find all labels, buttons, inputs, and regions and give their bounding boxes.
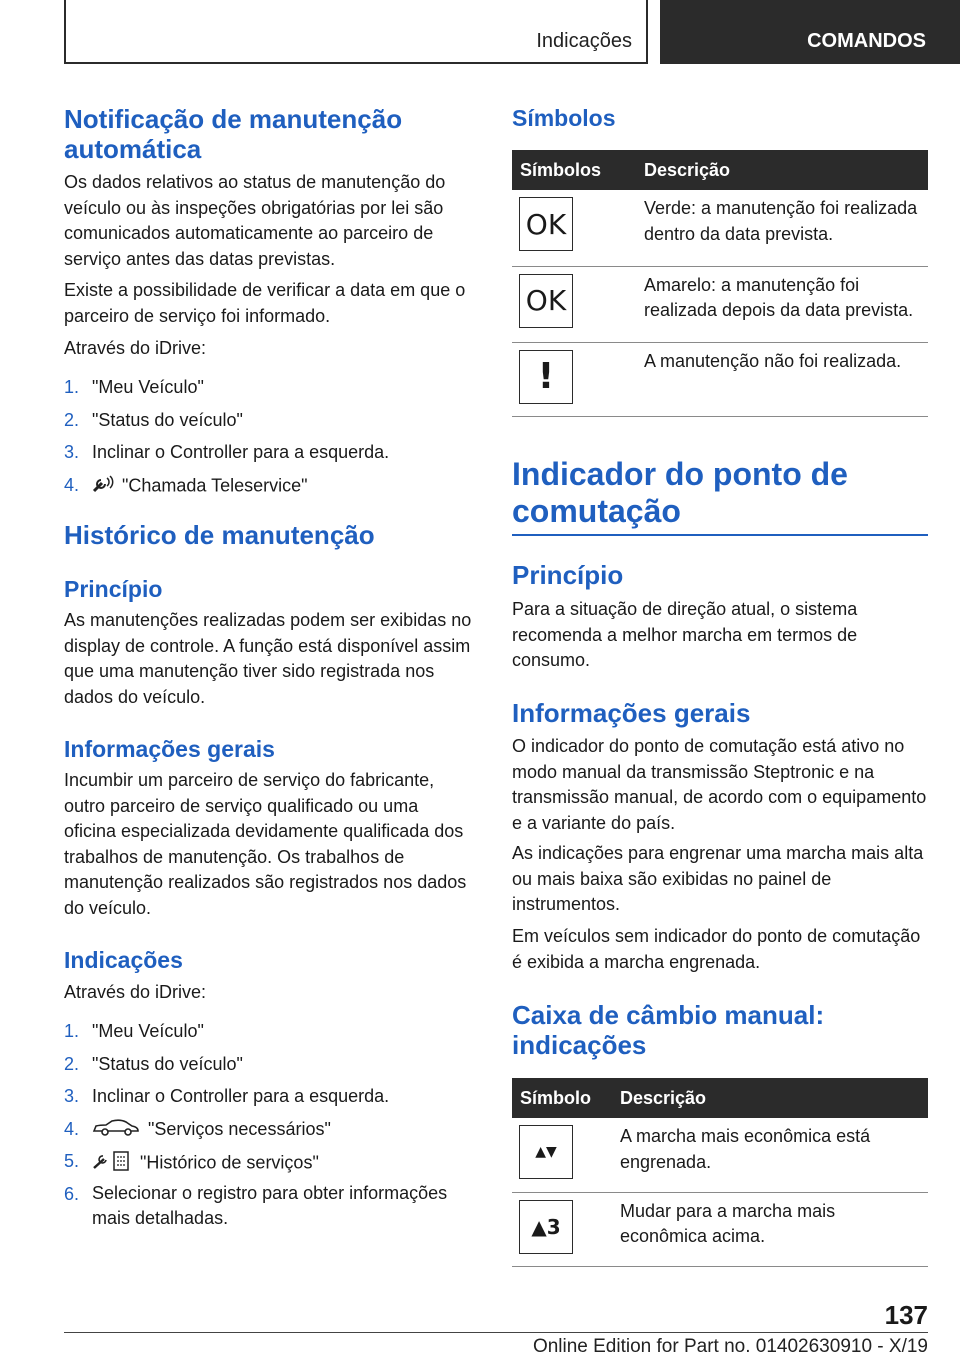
step-text: "Meu Veículo" [92,377,204,397]
shift-general-p3: Em veículos sem indicador do ponto de comutação é exibida a marcha engrenada. [512,926,921,972]
auto-maintenance-p2: Existe a possibilidade de verificar a data em que o parceiro de serviço foi informado. [64,280,466,326]
step-number: 1. [64,1021,80,1041]
list-item [64,441,474,474]
step-number: 2. [64,1053,80,1074]
step-text: Selecionar o registro para obter informações mais detalhadas. [92,1182,448,1228]
wrench-signal-icon [92,474,114,499]
shift-general-p2: As indicações para engrenar uma marcha mais alta ou mais baixa são exibidas no painel de instrumentos. [512,843,924,914]
step-text: "Status do veículo" [92,1053,243,1074]
step-number: 3. [64,442,80,462]
symbol-description: Mudar para a marcha mais econômica acima. [612,1192,928,1266]
page-number: 137 [884,1300,928,1330]
auto-maintenance-p1: Os dados relativos ao status de manutenção do veículo ou às inspeções obrigatórias por lei são comunicados automaticamente ao parceiro de serviço antes das datas previstas. [64,172,446,269]
list-item [64,1150,474,1183]
list-item [64,376,474,409]
step-text: "Chamada Teleservice" [122,474,308,495]
service-history-icon [92,1150,132,1177]
step-text: "Meu Veículo" [92,1021,204,1041]
chapter-title: COMANDOS [807,30,926,52]
step-number: 2. [64,409,80,430]
column-header: Símbolo [512,1078,612,1118]
auto-maintenance-title: Notificação de manutenção automática [64,104,403,164]
column-header: Símbolos [512,150,636,190]
step-text: "Serviços necessários" [148,1118,331,1139]
step-text: Inclinar o Controller para a esquerda. [92,442,390,462]
symbol-description: A manutenção não foi realizada. [636,342,928,416]
title-rule [512,534,928,536]
shift-up-3-icon: ▲3 [519,1200,573,1254]
shift-principle-title: Princípio [512,560,624,590]
ok-yellow-icon: OK [519,274,573,328]
auto-maintenance-p3: Através do iDrive: [64,338,207,358]
gear-engaged-icon: ▲▼ [519,1125,573,1179]
history-general-text: Incumbir um parceiro de serviço do fabricante, outro parceiro de serviço qualificado ou uma oficina especializada devidamente qualificada dos trabalhos de manutenção. Os trabalhos de manutenção realizados são registrados nos dados do veículo. [64,770,467,918]
edition-footer: Online Edition for Part no. 01402630910 - X/19 [532,1336,928,1357]
table-row [512,1192,928,1266]
section-title: Indicações [536,30,632,52]
gear-symbols-table [512,1078,928,1267]
step-number: 1. [64,377,80,397]
indications-text: Através do iDrive: [64,982,207,1002]
table-row [512,342,928,416]
table-header-row [512,1078,928,1118]
shift-general-title: Informações gerais [512,698,751,728]
list-item [64,1053,474,1086]
step-text: Inclinar o Controller para a esquerda. [92,1086,390,1106]
page-header [0,0,960,66]
history-steps [64,1020,474,1241]
symbol-description: Verde: a manutenção foi realizada dentro da data prevista. [636,190,928,266]
shift-principle-text: Para a situação de direção atual, o sistema recomenda a melhor marcha em termos de consumo. [512,599,858,670]
table-header-row [512,150,928,190]
list-item [64,474,474,507]
symbol-description: A marcha mais econômica está engrenada. [612,1118,928,1192]
symbols-table [512,150,928,417]
auto-maintenance-steps [64,376,474,506]
symbol-description: Amarelo: a manutenção foi realizada depois da data prevista. [636,266,928,342]
history-title: Histórico de manutenção [64,520,375,550]
history-general-title: Informações gerais [64,736,275,762]
indications-title: Indicações [64,947,183,973]
list-item [64,1183,474,1241]
history-principle-title: Princípio [64,576,163,602]
exclamation-icon: ! [519,350,573,404]
step-number: 3. [64,1086,80,1106]
table-row [512,190,928,266]
footer-rule [64,1332,928,1333]
manual-gearbox-title: Caixa de câmbio manual: indicações [512,1000,825,1060]
step-number: 4. [64,1118,80,1139]
table-row [512,266,928,342]
column-header: Descrição [636,150,928,190]
step-text: "Status do veículo" [92,409,243,430]
history-principle-text: As manutenções realizadas podem ser exibidas no display de controle. A função está disponível assim que uma manutenção tiver sido registrada nos dados do veículo. [64,610,472,707]
table-row [512,1118,928,1192]
chapter-tab [660,0,960,64]
column-header: Descrição [612,1078,928,1118]
list-item [64,1118,474,1151]
list-item [64,1085,474,1118]
list-item [64,1020,474,1053]
step-number: 6. [64,1183,80,1204]
section-tab [64,0,648,64]
step-number: 5. [64,1151,80,1171]
car-icon [92,1118,140,1141]
ok-green-icon: OK [519,197,573,251]
step-text: "Histórico de serviços" [140,1152,319,1173]
shift-indicator-title: Indicador do ponto de comutação [512,456,848,529]
list-item [64,409,474,442]
symbols-title: Símbolos [512,105,616,131]
shift-general-p1: O indicador do ponto de comutação está ativo no modo manual da transmissão Steptronic e na transmissão manual, de acordo com o equipamento e a variante do país. [512,736,927,833]
step-number: 4. [64,474,80,495]
